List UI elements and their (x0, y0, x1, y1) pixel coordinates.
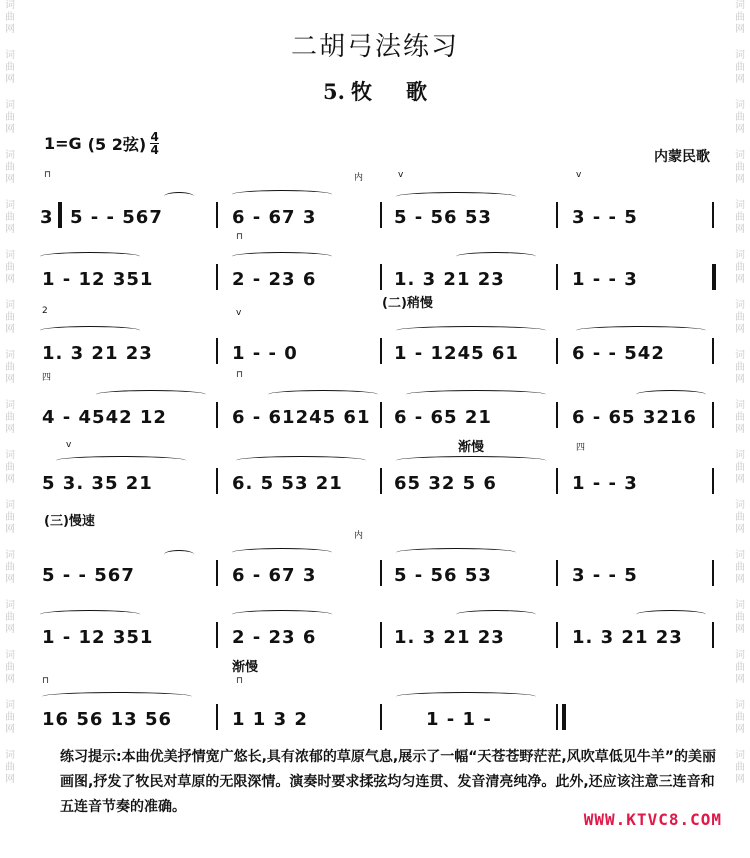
barline (712, 202, 714, 228)
practice-tip: 练习提示:本曲优美抒情宽广悠长,具有浓郁的草原气息,展示了一幅“天苍苍野茫茫,风吹草低见牛羊”的美丽画图,抒发了牧民对草原的无限深情。演奏时要求揉弦均匀连贯、发音清亮纯净。此外,还应该注意三连音和五连音节奏的准确。 (60, 749, 716, 815)
barline (556, 338, 558, 364)
measure-note: 1. 3 21 23 (394, 268, 505, 290)
repeat-start-barline (58, 202, 62, 228)
key-signature (44, 131, 159, 156)
barline (380, 704, 382, 730)
measure-note: 6 - 61245 61 (232, 406, 371, 428)
barline (556, 560, 558, 586)
barline (216, 264, 218, 290)
measure-note: 1 - 1245 61 (394, 342, 519, 364)
measure-note: 3 (40, 206, 54, 228)
barline (216, 338, 218, 364)
notation-line-5 (36, 436, 716, 496)
page-title: 二胡弓法练习 (290, 32, 459, 62)
notation-line-2 (36, 232, 716, 292)
barline (556, 622, 558, 648)
barline (216, 622, 218, 648)
measure-note: 1. 3 21 23 (572, 626, 683, 648)
barline (216, 202, 218, 228)
bowing-marks: ⊓ 内 v v (36, 170, 716, 204)
watermark-right: 词 曲 网 词 曲 网 词 曲 网 词 曲 网 词 曲 网 词 曲 网 词 曲 网 词 曲 网 词 曲 网 词 曲 网 词 曲 网 词 曲 网 词 曲 网 词 曲 网 词 曲 网 词 曲 网 (735, 0, 745, 785)
final-barline-thick (562, 704, 566, 730)
barline (380, 622, 382, 648)
measure-note: 5 - 56 53 (394, 564, 492, 586)
notation-line-6 (36, 528, 716, 588)
barline (380, 202, 382, 228)
measure-note: 1 - 12 351 (42, 268, 154, 290)
measure-note: 5 3. 35 21 (42, 472, 153, 494)
barline (712, 622, 714, 648)
barline (556, 202, 558, 228)
bowing-marks: 内 (36, 528, 716, 562)
measure-note: 5 - 56 53 (394, 206, 492, 228)
measure-note: 6. 5 53 21 (232, 472, 343, 494)
barline (380, 264, 382, 290)
notation-line-3 (36, 306, 716, 366)
bowing-marks: ⊓ ⊓ (36, 672, 716, 706)
measure-note: 1 - 1 - (426, 708, 492, 730)
barline (380, 468, 382, 494)
piece-title-char-1: 牧 (350, 79, 372, 104)
bowing-marks (36, 590, 716, 624)
piece-title (0, 76, 750, 106)
measure-note: 4 - 4542 12 (42, 406, 167, 428)
tempo-mark-1: 渐慢 (458, 440, 485, 455)
tempo-mark-2: 渐慢 (232, 660, 259, 675)
measure-note: 5 - - 567 (70, 206, 163, 228)
barline (712, 338, 714, 364)
measure-note: 6 - 65 21 (394, 406, 492, 428)
piece-number: 5. (323, 79, 345, 104)
notation-line-8 (36, 672, 716, 732)
measure-note: 6 - - 542 (572, 342, 665, 364)
watermark-left: 词 曲 网 词 曲 网 词 曲 网 词 曲 网 词 曲 网 词 曲 网 词 曲 网 词 曲 网 词 曲 网 词 曲 网 词 曲 网 词 曲 网 词 曲 网 词 曲 网 词 曲 网 词 曲 网 (5, 0, 15, 785)
section-3-label: (三)慢速 (44, 514, 95, 529)
measure-note: 5 - - 567 (42, 564, 135, 586)
origin-label: 内蒙民歌 (654, 149, 710, 165)
measure-note: 1 - - 3 (572, 268, 638, 290)
barline (556, 402, 558, 428)
measure-note: 6 - 67 3 (232, 564, 317, 586)
notation-line-7 (36, 590, 716, 650)
barline (380, 338, 382, 364)
measure-note: 65 32 5 6 (394, 472, 497, 494)
time-top: 4 (150, 130, 159, 144)
measure-note: 16 56 13 56 (42, 708, 172, 730)
time-signature (150, 131, 159, 156)
barline (380, 560, 382, 586)
string-label: (5 2弦) (87, 135, 147, 154)
barline (556, 468, 558, 494)
barline (712, 560, 714, 586)
piece-title-char-2: 歌 (405, 79, 427, 104)
bowing-marks: ⊓ (36, 232, 716, 266)
measure-note: 1 - 12 351 (42, 626, 154, 648)
bowing-marks: 2 v (36, 306, 716, 340)
barline (216, 704, 218, 730)
measure-note: 1 - - 0 (232, 342, 298, 364)
measure-note: 1. 3 21 23 (42, 342, 153, 364)
measure-note: 2 - 23 6 (232, 626, 317, 648)
barline (556, 264, 558, 290)
notation-line-4 (36, 370, 716, 430)
measure-note: 3 - - 5 (572, 564, 638, 586)
repeat-end-barline (712, 264, 716, 290)
bowing-marks: 四 ⊓ (36, 370, 716, 404)
notation-line-1 (36, 170, 716, 230)
measure-note: 6 - 65 3216 (572, 406, 697, 428)
bowing-marks: v 四 (36, 436, 716, 470)
barline (712, 468, 714, 494)
measure-note: 1. 3 21 23 (394, 626, 505, 648)
site-watermark: WWW.KTVC8.COM (583, 810, 722, 829)
measure-note: 1 1 3 2 (232, 708, 308, 730)
final-barline-thin (556, 704, 558, 730)
measure-note: 1 - - 3 (572, 472, 638, 494)
barline (712, 402, 714, 428)
barline (380, 402, 382, 428)
section-2-label: (二)稍慢 (382, 296, 433, 311)
measure-note: 2 - 23 6 (232, 268, 317, 290)
measure-note: 6 - 67 3 (232, 206, 317, 228)
key-label: 1=G (44, 134, 82, 153)
barline (216, 468, 218, 494)
barline (216, 402, 218, 428)
time-bottom: 4 (150, 143, 159, 157)
measure-note: 3 - - 5 (572, 206, 638, 228)
barline (216, 560, 218, 586)
